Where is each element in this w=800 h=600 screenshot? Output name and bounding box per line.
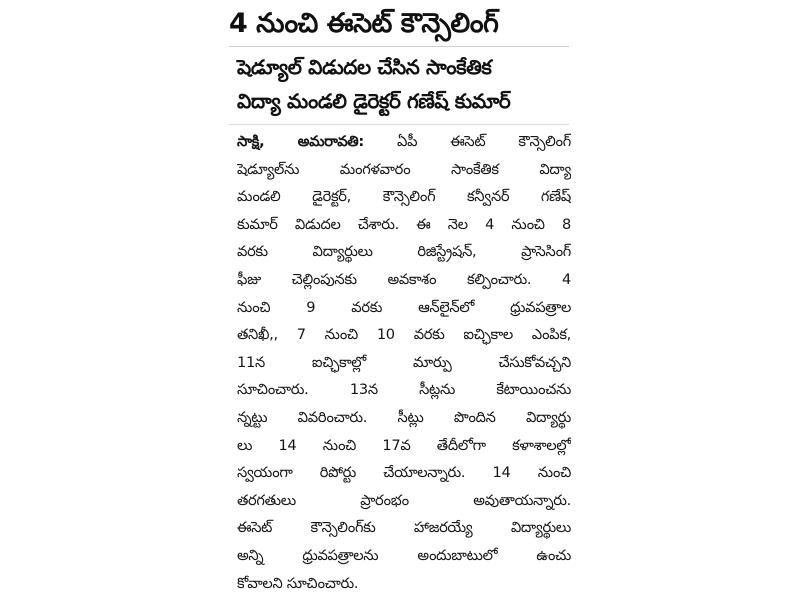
body-line: న్నట్టు వివరించారు. సీట్లు పొందిన విద్యార్థు <box>237 408 571 426</box>
subheadline-divider <box>229 124 569 125</box>
body-line: 11న ఐచ్ఛికాల్లో మార్పు చేసుకోవచ్చని <box>237 353 571 371</box>
newspaper-clipping <box>223 0 575 600</box>
body-line: కోవాలని సూచించారు. <box>237 574 359 592</box>
body-line: లు 14 నుంచి 17వ తేదీలోగా కళాశాలల్లో <box>237 436 571 454</box>
body-line: అన్ని ధ్రువపత్రాలను అందుబాటులో ఉంచు <box>237 546 571 564</box>
article-dateline: సాక్షి, అమరావతి: <box>237 133 364 150</box>
body-line <box>237 128 571 156</box>
headline-divider <box>229 46 569 47</box>
body-line: షెడ్యూల్‌ను మంగళవారం సాంకేతిక విద్యా <box>237 160 571 178</box>
body-line: మండలి డైరెక్టర్, కౌన్సెలింగ్ కన్వీనర్ గణేష్ <box>237 188 571 206</box>
body-line: ఈసెట్ కౌన్సెలింగ్‌కు హాజరయ్యే విద్యార్థులు <box>237 519 571 537</box>
body-line: స్వయంగా రిపోర్టు చేయాలన్నారు. 14 నుంచి <box>237 464 571 482</box>
subheadline-line: విద్యా మండలి డైరెక్టర్ గణేష్ కుమార్ <box>237 89 511 113</box>
article-subheadline <box>237 50 573 118</box>
body-line: తనిఖీ,, 7 నుంచి 10 వరకు ఐచ్ఛికాల ఎంపిక, <box>237 326 571 344</box>
body-line: వరకు విద్యార్థులు రిజిస్ట్రేషన్, ప్రాసెసింగ్ <box>237 243 571 261</box>
body-line: కుమార్ విడుదల చేశారు. ఈ నెల 4 నుంచి 8 <box>237 215 571 233</box>
body-line: సూచించారు. 13న సీట్లను కేటాయించను <box>237 381 571 399</box>
body-line-text: ఏపీ ఈసెట్ కౌన్సెలింగ్ <box>363 133 571 150</box>
body-line: ఫీజు చెల్లింపునకు అవకాశం కల్పించారు. 4 <box>237 270 571 288</box>
body-line: నుంచి 9 వరకు ఆన్‌లైన్‌లో ధ్రువపత్రాల <box>237 298 571 316</box>
article-headline: 4 నుంచి ఈసెట్ కౌన్సెలింగ్ <box>229 8 499 39</box>
subheadline-line: షెడ్యూల్ విడుదల చేసిన సాంకేతిక <box>237 55 492 79</box>
article-body <box>237 128 571 597</box>
body-line: తరగతులు ప్రారంభం అవుతాయన్నారు. <box>237 491 571 509</box>
